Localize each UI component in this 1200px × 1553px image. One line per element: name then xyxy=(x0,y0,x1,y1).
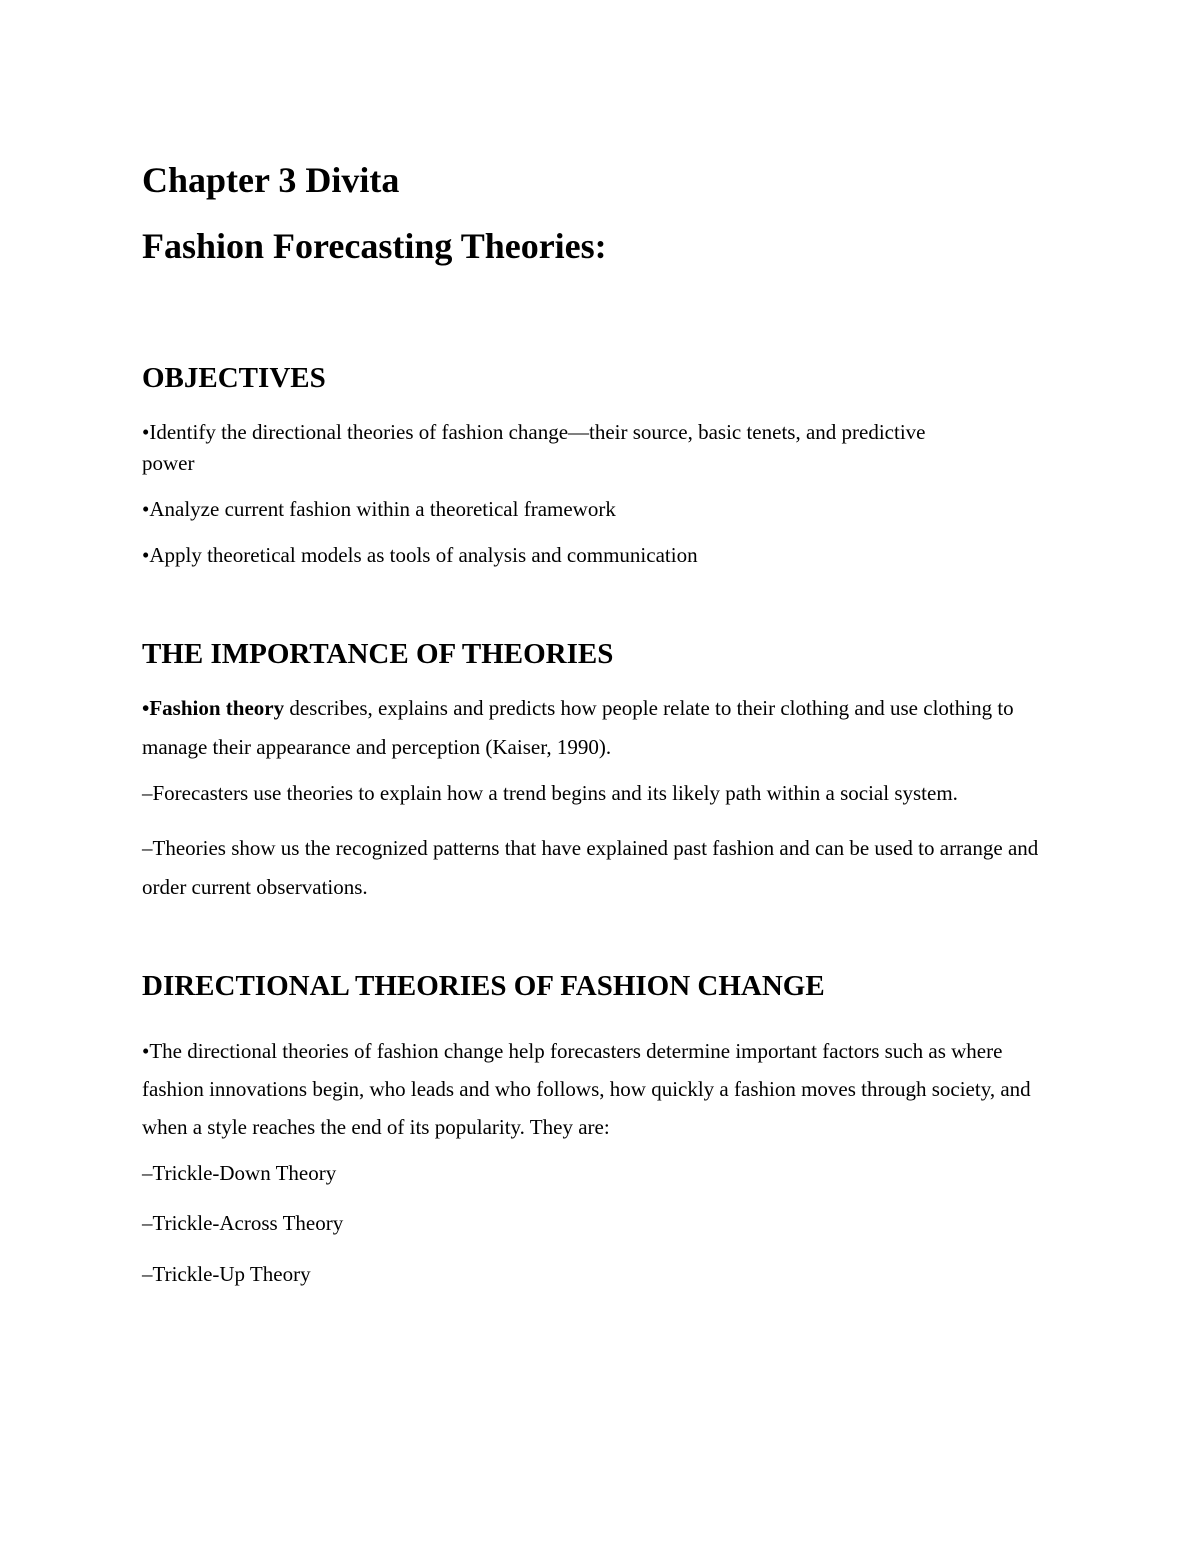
objective-item-2: •Analyze current fashion within a theoretical framework xyxy=(142,497,616,521)
directional-intro: •The directional theories of fashion change help forecasters determine important factors such as where fashion innovations begin, who leads and who follows, how quickly a fashion moves through society, and when a style reaches the end of its popularity. They are: xyxy=(142,1039,1031,1139)
importance-dash-1: –Forecasters use theories to explain how a trend begins and its likely path within a social system. xyxy=(142,781,958,805)
document-title: Chapter 3 Divita xyxy=(142,160,400,200)
directional-heading: DIRECTIONAL THEORIES OF FASHION CHANGE xyxy=(142,970,825,1002)
fashion-theory-term: •Fashion theory xyxy=(142,696,285,720)
theory-trickle-down: –Trickle-Down Theory xyxy=(142,1161,337,1185)
document-subtitle: Fashion Forecasting Theories: xyxy=(142,226,607,266)
theory-trickle-up: –Trickle-Up Theory xyxy=(142,1262,311,1286)
importance-heading: THE IMPORTANCE OF THEORIES xyxy=(142,638,614,670)
objective-item-3: •Apply theoretical models as tools of analysis and communication xyxy=(142,543,698,567)
theory-trickle-across: –Trickle-Across Theory xyxy=(142,1211,344,1235)
objectives-heading: OBJECTIVES xyxy=(142,362,326,394)
objective-item-1-line-2: power xyxy=(142,451,195,475)
importance-dash-2: –Theories show us the recognized patterns that have explained past fashion and can be used to arrange and order current observations. xyxy=(142,836,1039,899)
importance-bullet-text: describes, explains and predicts how people relate to their clothing and use clothing to manage their appearance and perception (Kaiser, 1990). xyxy=(142,696,1014,759)
objective-item-1-line-1: •Identify the directional theories of fashion change—their source, basic tenets, and predictive xyxy=(142,420,926,444)
importance-bullet xyxy=(142,689,1062,767)
